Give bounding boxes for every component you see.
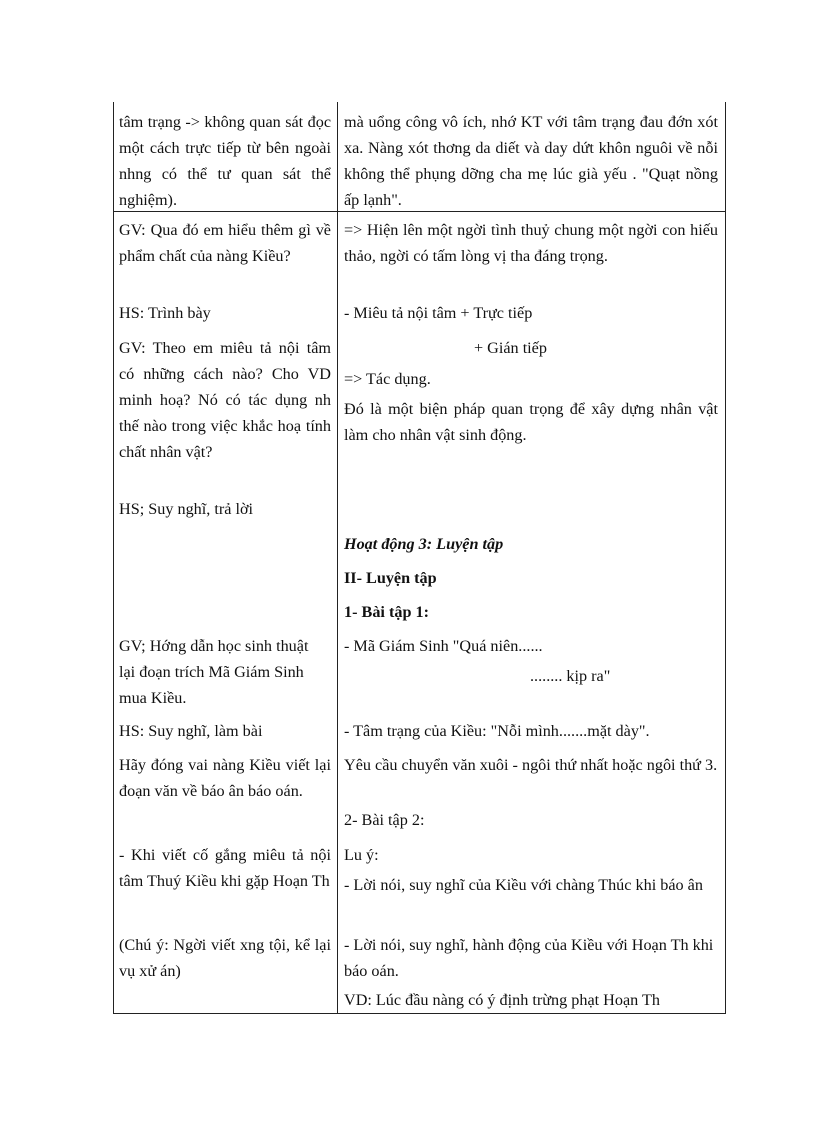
right-cell-paragraph: Yêu cầu chuyển văn xuôi - ngôi thứ nhất hoặc ngôi thứ 3. <box>344 756 718 774</box>
table-border-middle <box>337 102 338 1014</box>
right-cell-paragraph: mà uổng công vô ích, nhớ KT với tâm trạng đau đớn xót xa. Nàng xót thơng da diết và day dứt khôn nguôi về nỗi không thể phụng dỡng cha mẹ lúc già yếu . "Quạt nồng ấp lạnh". <box>344 113 718 209</box>
right-cell-paragraph: Lu ý: <box>344 846 379 864</box>
activity-heading: Hoạt động 3: Luyện tập <box>344 535 504 553</box>
left-cell-paragraph: (Chú ý: Ngời viết xng tội, kể lại vụ xử án) <box>119 936 331 980</box>
table-border-bottom <box>113 1013 726 1014</box>
section-heading: II- Luyện tập <box>344 569 437 587</box>
right-cell-paragraph: Đó là một biện pháp quan trọng để xây dựng nhân vật làm cho nhân vật sinh động. <box>344 400 718 444</box>
right-cell-paragraph: ........ kịp ra" <box>530 667 611 685</box>
right-cell-paragraph: - Lời nói, suy nghĩ, hành động của Kiều với Hoạn Th khi báo oán. <box>344 936 714 980</box>
table-border-right <box>725 102 726 1014</box>
right-cell-paragraph: VD: Lúc đầu nàng có ý định trừng phạt Hoạn Th <box>344 991 660 1009</box>
left-cell-paragraph: tâm trạng -> không quan sát đọc một cách trực tiếp từ bên ngoài nhng có thể tư quan sát thể nghiệm). <box>119 113 331 209</box>
left-cell-paragraph: GV: Theo em miêu tả nội tâm có những cách nào? Cho VD minh hoạ? Nó có tác dụng nh thế nào trong việc khắc hoạ tính chất nhân vật? <box>119 339 331 461</box>
exercise-heading: 1- Bài tập 1: <box>344 603 429 621</box>
left-cell-paragraph: HS; Suy nghĩ, trả lời <box>119 500 254 518</box>
left-cell-paragraph: GV; Hớng dẫn học sinh thuật lại đoạn trích Mã Giám Sinh mua Kiều. <box>119 637 309 707</box>
right-cell-paragraph: - Tâm trạng của Kiều: "Nỗi mình.......mặt dày". <box>344 722 650 740</box>
table-border-left <box>113 102 114 1014</box>
left-cell-paragraph: - Khi viết cố gắng miêu tả nội tâm Thuý Kiều khi gặp Hoạn Th <box>119 846 331 890</box>
exercise-heading: 2- Bài tập 2: <box>344 811 425 829</box>
right-cell-paragraph: - Miêu tả nội tâm + Trực tiếp <box>344 304 533 322</box>
right-cell-paragraph: => Hiện lên một ngời tình thuỷ chung một ngời con hiếu thảo, ngời có tấm lòng vị tha đáng trọng. <box>344 221 718 265</box>
left-cell-paragraph: GV: Qua đó em hiểu thêm gì về phẩm chất của nàng Kiều? <box>119 221 331 265</box>
left-cell-paragraph: HS: Suy nghĩ, làm bài <box>119 722 263 740</box>
left-cell-paragraph: Hãy đóng vai nàng Kiều viết lại đoạn văn về báo ân báo oán. <box>119 756 331 800</box>
right-cell-paragraph: => Tác dụng. <box>344 370 431 388</box>
right-cell-paragraph: - Mã Giám Sinh "Quá niên...... <box>344 637 543 655</box>
right-cell-paragraph: + Gián tiếp <box>474 339 547 357</box>
right-cell-paragraph: - Lời nói, suy nghĩ của Kiều với chàng Thúc khi báo ân <box>344 876 703 894</box>
left-cell-paragraph: HS: Trình bày <box>119 304 211 322</box>
